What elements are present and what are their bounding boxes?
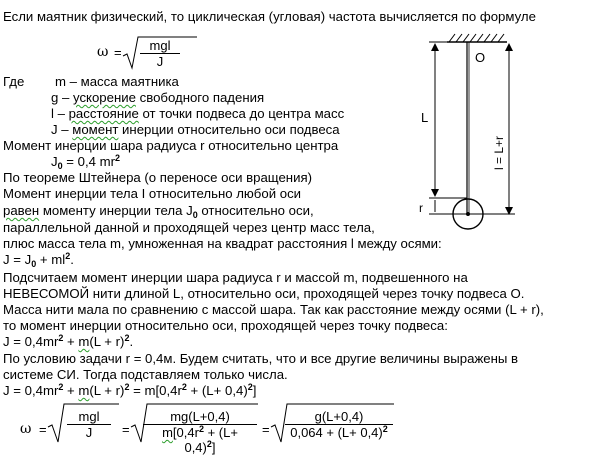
label-L: L (421, 110, 429, 125)
final-f3-den-a: 0,064 + (L+ 0,4) (290, 425, 383, 440)
final-f2-den-sup1: 2 (198, 424, 204, 434)
final-fraction-1 (67, 409, 111, 440)
final-f2-den-b: [0,4r (172, 425, 199, 440)
final-f2-den-c: + (L+ 0,4) (184, 425, 238, 455)
def-l (51, 106, 344, 121)
final-fraction-3 (285, 409, 393, 440)
final-eq-3: = (262, 422, 270, 437)
def-m: m – масса маятника (55, 74, 179, 89)
def-J-rest: инерции относительно оси подвеса (118, 122, 340, 137)
steiner-line-2 (3, 203, 314, 218)
pf2-e: + (L+ 0,4) (186, 383, 248, 398)
steiner-line-2-sub: 0 (192, 210, 198, 220)
pf1-b: + (63, 334, 79, 349)
equals-sign: = (114, 45, 122, 60)
pf2-d: = m[0,4r (129, 383, 182, 398)
formula1-numerator: mgl (140, 38, 180, 54)
para-line-7: системе СИ. Тогда подставляем только числа. (3, 367, 288, 382)
def-J-underlined: момент (72, 122, 119, 137)
final-fraction-2 (143, 409, 257, 455)
J0-sup: 2 (115, 153, 121, 163)
J0-formula (51, 154, 120, 169)
para-line-1: Подсчитаем момент инерции шара радиуса r и массой m, подвешенного на (3, 270, 468, 285)
final-f1-num: mgl (67, 409, 111, 425)
steiner-formula-a: J = J (3, 252, 32, 267)
pf1-sup2: 2 (124, 333, 130, 343)
label-O: O (475, 50, 486, 65)
para-formula-2 (3, 383, 256, 398)
intro-text: Если маятник физический, то циклическая (угловая) частота вычисляется по формуле (3, 9, 536, 24)
para-line-2: НЕВЕСОМОЙ нити длиной L, относительно оси, проходящей через точку подвеса O. (3, 286, 525, 301)
steiner-formula (3, 252, 74, 267)
final-f2-den (143, 425, 257, 455)
steiner-line-1: Момент инерции тела I относительно любой оси (3, 186, 302, 201)
def-l-underlined: расстояние (68, 106, 139, 121)
final-f2-den-m: m (162, 425, 173, 440)
pf1-c: (L + r) (89, 334, 125, 349)
J0-J: J (51, 154, 58, 169)
def-g-rest: свободного падения (135, 90, 265, 105)
para-line-3: Масса нити мала по сравнению с массой шара. Так как расстояние между осями (L + r), (3, 302, 544, 317)
steiner-line-4: плюс масса тела m, умноженная на квадрат расстояния l между осями: (3, 236, 442, 251)
pendulum-diagram (405, 28, 595, 248)
label-r: r (419, 201, 423, 215)
final-f3-den (285, 425, 393, 440)
def-l-prefix: l – (51, 106, 69, 121)
final-f2-den-d: ] (211, 440, 216, 455)
label-l-equals: l = L+r (492, 135, 506, 171)
pf2-a: J = 0,4mr (3, 383, 59, 398)
pf2-ul: m (78, 383, 90, 398)
formula1-fraction (140, 38, 180, 69)
steiner-formula-c: . (70, 252, 74, 267)
steiner-title: По теореме Штейнера (о переносе оси вращения) (3, 170, 312, 185)
def-g (51, 90, 264, 105)
final-eq-1: = (39, 422, 47, 437)
steiner-line-3: параллельной данной и проходящей через центр масс тела, (3, 220, 375, 235)
pf2-sup3: 2 (181, 382, 187, 392)
final-f1-den: J (85, 425, 93, 440)
def-l-rest: от точки подвеса до центра масс (138, 106, 345, 121)
pf2-f: ] (252, 383, 257, 398)
steiner-line-2-a: моменту инерции тела J (39, 203, 193, 218)
moment-line: Момент инерции шара радиуса r относительно центра (3, 138, 339, 153)
pf1-d: . (129, 334, 134, 349)
J0-sub: 0 (57, 161, 63, 171)
omega-symbol: ω (97, 44, 109, 60)
steiner-formula-sup: 2 (65, 251, 71, 261)
pf2-sup4: 2 (247, 382, 253, 392)
pf2-sup1: 2 (58, 382, 64, 392)
final-omega: ω (20, 421, 32, 437)
J0-rest: = 0,4 mr (62, 154, 116, 169)
final-eq-2: = (122, 422, 130, 437)
pf1-sup1: 2 (58, 333, 64, 343)
def-J (51, 122, 340, 137)
steiner-formula-b: + ml (36, 252, 66, 267)
steiner-line-2-b: относительно оси, (197, 203, 314, 218)
final-f3-num: g(L+0,4) (285, 409, 393, 425)
steiner-underlined: равен (3, 203, 40, 218)
pf2-sup2: 2 (124, 382, 130, 392)
pf1-ul: m (78, 334, 90, 349)
pf1-a: J = 0,4mr (3, 334, 59, 349)
final-f3-den-sup: 2 (382, 424, 388, 434)
def-g-underlined: ускорение (73, 90, 136, 105)
pf2-c: (L + r) (89, 383, 125, 398)
def-J-prefix: J – (51, 122, 73, 137)
where-label: Где (3, 74, 25, 89)
formula1-denominator: J (156, 54, 164, 69)
final-f2-den-sup2: 2 (206, 439, 212, 449)
sphere-center (466, 212, 470, 216)
def-g-prefix: g – (51, 90, 73, 105)
final-f2-num: mg(L+0,4) (143, 409, 257, 425)
pf2-b: + (63, 383, 79, 398)
para-line-4: то момент инерции относительно оси, проходящей через точку подвеса: (3, 318, 448, 333)
para-line-6: По условию задачи r = 0,4м. Будем считать, что и все другие величины выражены в (3, 351, 519, 366)
ceiling-hatch (447, 34, 507, 42)
para-formula-1 (3, 334, 133, 349)
steiner-formula-sub: 0 (31, 259, 37, 269)
